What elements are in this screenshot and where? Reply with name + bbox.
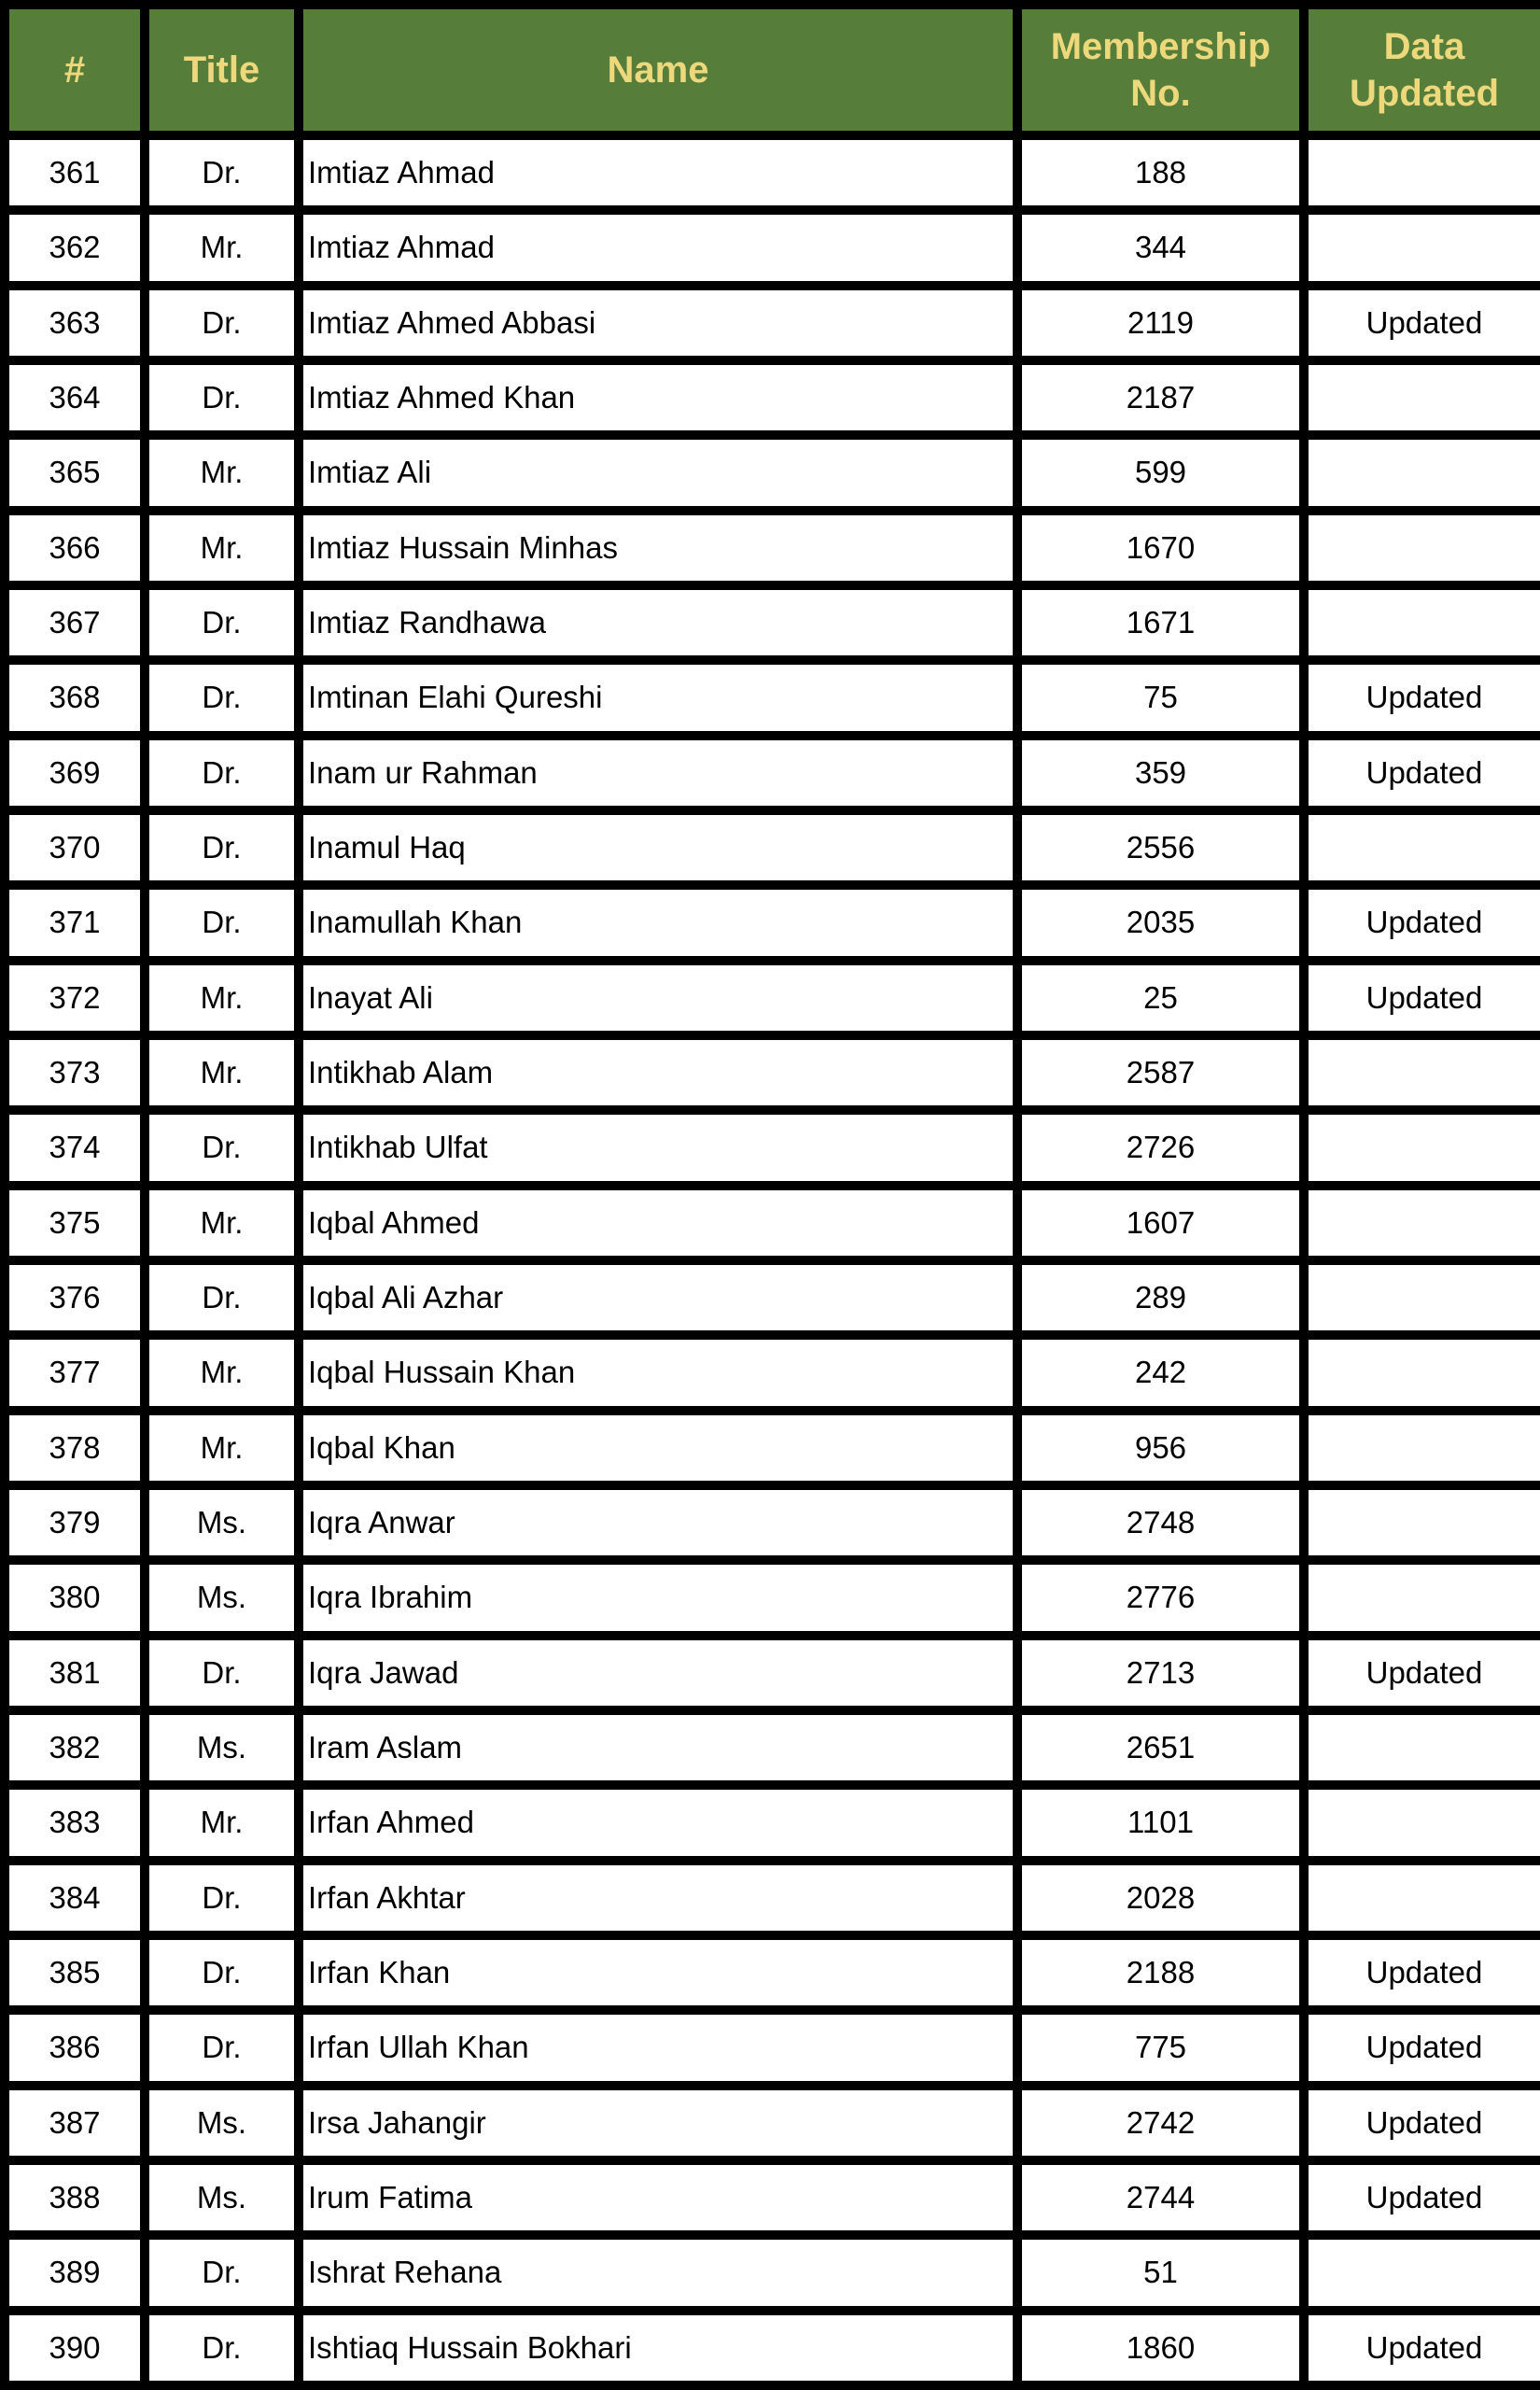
row-number-cell: 371 xyxy=(5,885,145,960)
data-updated-cell: Updated xyxy=(1304,2311,1540,2385)
row-number-cell: 384 xyxy=(5,1861,145,1935)
data-updated-cell: Updated xyxy=(1304,660,1540,735)
table-row xyxy=(5,2010,1540,2085)
table-row xyxy=(5,2160,1540,2235)
title-cell: Ms. xyxy=(145,1560,299,1635)
title-cell: Mr. xyxy=(145,511,299,585)
table-row xyxy=(5,360,1540,435)
name-cell: Imtinan Elahi Qureshi xyxy=(299,660,1017,735)
row-number-cell: 375 xyxy=(5,1186,145,1260)
title-cell: Dr. xyxy=(145,1260,299,1335)
title-cell: Mr. xyxy=(145,1785,299,1860)
title-cell: Mr. xyxy=(145,210,299,285)
table-row xyxy=(5,210,1540,285)
name-cell: Iqbal Ahmed xyxy=(299,1186,1017,1260)
data-updated-cell: Updated xyxy=(1304,2010,1540,2085)
row-number-cell: 370 xyxy=(5,810,145,885)
name-cell: Iqra Anwar xyxy=(299,1485,1017,1560)
title-cell: Ms. xyxy=(145,1485,299,1560)
row-number-cell: 364 xyxy=(5,360,145,435)
title-cell: Dr. xyxy=(145,360,299,435)
row-number-cell: 365 xyxy=(5,435,145,510)
table-row xyxy=(5,1335,1540,1410)
membership-no-cell: 2744 xyxy=(1017,2160,1304,2235)
membership-no-cell: 956 xyxy=(1017,1411,1304,1485)
name-cell: Imtiaz Ahmad xyxy=(299,135,1017,210)
membership-no-cell: 289 xyxy=(1017,1260,1304,1335)
title-cell: Dr. xyxy=(145,885,299,960)
row-number-cell: 377 xyxy=(5,1335,145,1410)
data-updated-cell xyxy=(1304,1260,1540,1335)
title-cell: Mr. xyxy=(145,1035,299,1110)
name-cell: Irfan Ullah Khan xyxy=(299,2010,1017,2085)
membership-no-cell: 75 xyxy=(1017,660,1304,735)
title-cell: Dr. xyxy=(145,1110,299,1185)
membership-no-cell: 2713 xyxy=(1017,1636,1304,1710)
row-number-cell: 367 xyxy=(5,585,145,660)
membership-no-cell: 1671 xyxy=(1017,585,1304,660)
membership-no-cell: 2119 xyxy=(1017,286,1304,360)
data-updated-cell xyxy=(1304,1186,1540,1260)
table-row xyxy=(5,1710,1540,1785)
row-number-cell: 362 xyxy=(5,210,145,285)
membership-no-cell: 599 xyxy=(1017,435,1304,510)
title-cell: Dr. xyxy=(145,810,299,885)
name-cell: Inamul Haq xyxy=(299,810,1017,885)
row-number-cell: 376 xyxy=(5,1260,145,1335)
title-cell: Ms. xyxy=(145,2086,299,2160)
data-updated-cell xyxy=(1304,1560,1540,1635)
name-cell: Iqra Jawad xyxy=(299,1636,1017,1710)
membership-no-cell: 2742 xyxy=(1017,2086,1304,2160)
data-updated-cell xyxy=(1304,1335,1540,1410)
name-cell: Imtiaz Randhawa xyxy=(299,585,1017,660)
data-updated-cell xyxy=(1304,1485,1540,1560)
table-row xyxy=(5,435,1540,510)
table-row xyxy=(5,1560,1540,1635)
table-row xyxy=(5,885,1540,960)
row-number-cell: 386 xyxy=(5,2010,145,2085)
data-updated-cell xyxy=(1304,1411,1540,1485)
title-cell: Dr. xyxy=(145,660,299,735)
data-updated-cell: Updated xyxy=(1304,885,1540,960)
membership-no-cell: 2726 xyxy=(1017,1110,1304,1185)
title-cell: Dr. xyxy=(145,135,299,210)
table-row xyxy=(5,1861,1540,1935)
row-number-cell: 372 xyxy=(5,961,145,1035)
name-cell: Irum Fatima xyxy=(299,2160,1017,2235)
row-number-cell: 387 xyxy=(5,2086,145,2160)
membership-no-cell: 359 xyxy=(1017,736,1304,810)
title-cell: Dr. xyxy=(145,1861,299,1935)
data-updated-cell xyxy=(1304,2235,1540,2310)
title-cell: Dr. xyxy=(145,1935,299,2010)
table-row xyxy=(5,1035,1540,1110)
header-row xyxy=(5,5,1540,135)
data-updated-cell xyxy=(1304,1861,1540,1935)
name-cell: Inamullah Khan xyxy=(299,885,1017,960)
data-updated-cell: Updated xyxy=(1304,2086,1540,2160)
name-cell: Irsa Jahangir xyxy=(299,2086,1017,2160)
membership-no-cell: 51 xyxy=(1017,2235,1304,2310)
data-updated-cell xyxy=(1304,360,1540,435)
table-row xyxy=(5,660,1540,735)
table-row xyxy=(5,1186,1540,1260)
data-updated-cell xyxy=(1304,1710,1540,1785)
data-updated-cell xyxy=(1304,810,1540,885)
row-number-cell: 381 xyxy=(5,1636,145,1710)
membership-no-cell: 2188 xyxy=(1017,1935,1304,2010)
table-row xyxy=(5,286,1540,360)
column-header-membership-no: Membership No. xyxy=(1017,5,1304,135)
table-row xyxy=(5,1411,1540,1485)
title-cell: Dr. xyxy=(145,736,299,810)
membership-no-cell: 188 xyxy=(1017,135,1304,210)
row-number-cell: 378 xyxy=(5,1411,145,1485)
data-updated-cell xyxy=(1304,135,1540,210)
table-row xyxy=(5,1485,1540,1560)
table-row xyxy=(5,135,1540,210)
membership-no-cell: 2587 xyxy=(1017,1035,1304,1110)
table-row xyxy=(5,736,1540,810)
row-number-cell: 388 xyxy=(5,2160,145,2235)
membership-no-cell: 2556 xyxy=(1017,810,1304,885)
table-row xyxy=(5,1785,1540,1860)
title-cell: Mr. xyxy=(145,1411,299,1485)
title-cell: Mr. xyxy=(145,961,299,1035)
name-cell: Imtiaz Hussain Minhas xyxy=(299,511,1017,585)
title-cell: Dr. xyxy=(145,2311,299,2385)
name-cell: Iqbal Ali Azhar xyxy=(299,1260,1017,1335)
data-updated-cell: Updated xyxy=(1304,1636,1540,1710)
title-cell: Dr. xyxy=(145,286,299,360)
name-cell: Irfan Ahmed xyxy=(299,1785,1017,1860)
title-cell: Mr. xyxy=(145,435,299,510)
title-cell: Mr. xyxy=(145,1335,299,1410)
title-cell: Dr. xyxy=(145,2235,299,2310)
name-cell: Iqbal Khan xyxy=(299,1411,1017,1485)
membership-no-cell: 2651 xyxy=(1017,1710,1304,1785)
row-number-cell: 380 xyxy=(5,1560,145,1635)
table-row xyxy=(5,511,1540,585)
data-updated-cell xyxy=(1304,435,1540,510)
data-updated-cell: Updated xyxy=(1304,1935,1540,2010)
column-header-number: # xyxy=(5,5,145,135)
name-cell: Imtiaz Ahmad xyxy=(299,210,1017,285)
table-row xyxy=(5,1636,1540,1710)
row-number-cell: 368 xyxy=(5,660,145,735)
table-row xyxy=(5,2086,1540,2160)
membership-no-cell: 344 xyxy=(1017,210,1304,285)
data-updated-cell: Updated xyxy=(1304,286,1540,360)
membership-no-cell: 2035 xyxy=(1017,885,1304,960)
title-cell: Ms. xyxy=(145,1710,299,1785)
data-updated-cell xyxy=(1304,210,1540,285)
membership-no-cell: 2028 xyxy=(1017,1861,1304,1935)
title-cell: Dr. xyxy=(145,1636,299,1710)
data-updated-cell xyxy=(1304,1035,1540,1110)
table-row xyxy=(5,2235,1540,2310)
title-cell: Ms. xyxy=(145,2160,299,2235)
membership-no-cell: 242 xyxy=(1017,1335,1304,1410)
title-cell: Mr. xyxy=(145,1186,299,1260)
name-cell: Ishtiaq Hussain Bokhari xyxy=(299,2311,1017,2385)
row-number-cell: 390 xyxy=(5,2311,145,2385)
name-cell: Irfan Khan xyxy=(299,1935,1017,2010)
name-cell: Inayat Ali xyxy=(299,961,1017,1035)
table-header xyxy=(5,5,1540,135)
title-cell: Dr. xyxy=(145,585,299,660)
name-cell: Intikhab Alam xyxy=(299,1035,1017,1110)
membership-no-cell: 2776 xyxy=(1017,1560,1304,1635)
row-number-cell: 366 xyxy=(5,511,145,585)
data-updated-cell: Updated xyxy=(1304,736,1540,810)
table-row xyxy=(5,810,1540,885)
row-number-cell: 382 xyxy=(5,1710,145,1785)
row-number-cell: 373 xyxy=(5,1035,145,1110)
table-row xyxy=(5,961,1540,1035)
name-cell: Iqbal Hussain Khan xyxy=(299,1335,1017,1410)
name-cell: Iqra Ibrahim xyxy=(299,1560,1017,1635)
name-cell: Iram Aslam xyxy=(299,1710,1017,1785)
data-updated-cell xyxy=(1304,1110,1540,1185)
membership-no-cell: 25 xyxy=(1017,961,1304,1035)
row-number-cell: 383 xyxy=(5,1785,145,1860)
membership-no-cell: 2748 xyxy=(1017,1485,1304,1560)
row-number-cell: 374 xyxy=(5,1110,145,1185)
data-updated-cell xyxy=(1304,1785,1540,1860)
membership-no-cell: 1670 xyxy=(1017,511,1304,585)
name-cell: Imtiaz Ahmed Abbasi xyxy=(299,286,1017,360)
name-cell: Inam ur Rahman xyxy=(299,736,1017,810)
column-header-name: Name xyxy=(299,5,1017,135)
column-header-title: Title xyxy=(145,5,299,135)
name-cell: Imtiaz Ahmed Khan xyxy=(299,360,1017,435)
row-number-cell: 389 xyxy=(5,2235,145,2310)
membership-no-cell: 1860 xyxy=(1017,2311,1304,2385)
name-cell: Ishrat Rehana xyxy=(299,2235,1017,2310)
table-row xyxy=(5,1260,1540,1335)
title-cell: Dr. xyxy=(145,2010,299,2085)
membership-no-cell: 1607 xyxy=(1017,1186,1304,1260)
row-number-cell: 385 xyxy=(5,1935,145,2010)
table-row xyxy=(5,1935,1540,2010)
name-cell: Intikhab Ulfat xyxy=(299,1110,1017,1185)
row-number-cell: 369 xyxy=(5,736,145,810)
data-updated-cell: Updated xyxy=(1304,961,1540,1035)
name-cell: Irfan Akhtar xyxy=(299,1861,1017,1935)
table-row xyxy=(5,2311,1540,2385)
data-updated-cell xyxy=(1304,511,1540,585)
data-updated-cell xyxy=(1304,585,1540,660)
membership-no-cell: 2187 xyxy=(1017,360,1304,435)
row-number-cell: 363 xyxy=(5,286,145,360)
row-number-cell: 379 xyxy=(5,1485,145,1560)
membership-no-cell: 1101 xyxy=(1017,1785,1304,1860)
membership-no-cell: 775 xyxy=(1017,2010,1304,2085)
table-body xyxy=(5,135,1540,2385)
table-row xyxy=(5,585,1540,660)
data-updated-cell: Updated xyxy=(1304,2160,1540,2235)
column-header-data-updated: Data Updated xyxy=(1304,5,1540,135)
name-cell: Imtiaz Ali xyxy=(299,435,1017,510)
table-row xyxy=(5,1110,1540,1185)
row-number-cell: 361 xyxy=(5,135,145,210)
